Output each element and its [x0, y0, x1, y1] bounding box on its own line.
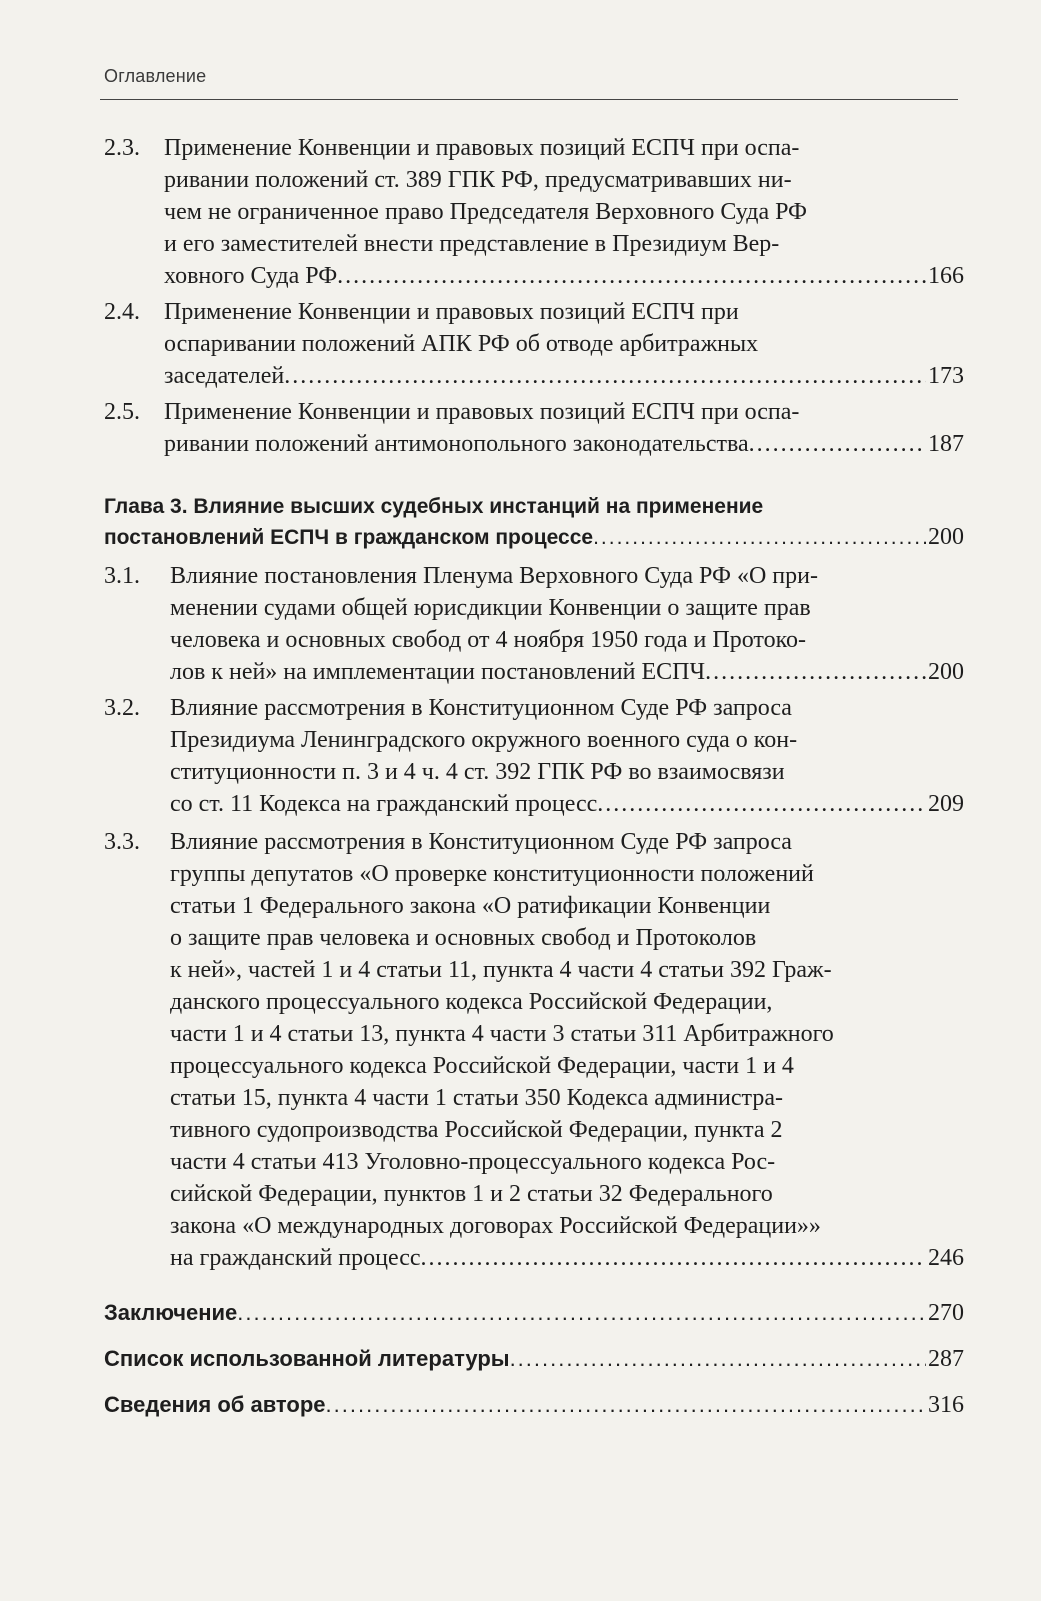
toc-entry-line: ховного Суда РФ	[164, 263, 338, 289]
toc-entry-line: статьи 15, пункта 4 части 1 статьи 350 Кодекса администра-	[170, 1085, 783, 1111]
toc-entry-last-line	[170, 656, 964, 688]
toc-entry-line: к ней», частей 1 и 4 статьи 11, пункта 4 части 4 статьи 392 Граж-	[170, 957, 832, 983]
toc-entry-number: 3.3.	[104, 829, 140, 855]
toc-entry-line: менении судами общей юрисдикции Конвенции о защите прав	[170, 595, 811, 621]
toc-entry-line: и его заместителей внести представление в Президиум Вер-	[164, 231, 780, 257]
toc-entry-line: человека и основных свобод от 4 ноября 1950 года и Протоко-	[170, 627, 807, 653]
toc-entry-line: части 4 статьи 413 Уголовно-процессуального кодекса Рос-	[170, 1149, 776, 1175]
toc-entry-line: статьи 1 Федерального закона «О ратификации Конвенции	[170, 893, 771, 919]
toc-entry-line: ституционности п. 3 и 4 ч. 4 ст. 392 ГПК РФ во взаимосвязи	[170, 759, 785, 785]
toc-entry-line: группы депутатов «О проверке конституционности положений	[170, 861, 814, 887]
page-number: 246	[928, 1245, 964, 1271]
back-matter-line	[104, 1344, 964, 1374]
toc-entry-line: части 1 и 4 статьи 13, пункта 4 части 3 статьи 311 Арбитражного	[170, 1021, 834, 1047]
toc-entry-line: сийской Федерации, пунктов 1 и 2 статьи 32 Федерального	[170, 1181, 773, 1207]
back-matter-line	[104, 1390, 964, 1420]
page-number: 287	[928, 1346, 964, 1372]
toc-entry-last-line	[164, 260, 964, 292]
toc-entry-2-3[interactable]	[164, 132, 964, 292]
chapter-title-line: постановлений ЕСПЧ в гражданском процессе	[104, 526, 594, 549]
page-number: 173	[928, 363, 964, 389]
toc-chapter-3[interactable]	[104, 492, 964, 552]
toc-entry-3-3[interactable]	[170, 826, 964, 1274]
toc-entry-last-line	[164, 428, 964, 460]
dot-leader	[326, 1390, 926, 1420]
dot-leader	[597, 788, 926, 820]
toc-entry-line: Применение Конвенции и правовых позиций ЕСПЧ при оспа-	[164, 399, 800, 425]
toc-entry-3-1[interactable]	[170, 560, 964, 688]
header-rule	[100, 99, 958, 100]
toc-conclusion[interactable]	[104, 1298, 964, 1328]
toc-entry-line: о защите прав человека и основных свобод и Протоколов	[170, 925, 757, 951]
toc-entry-line: Влияние постановления Пленума Верховного Суда РФ «О при-	[170, 563, 818, 589]
dot-leader	[510, 1344, 926, 1374]
page-number: 200	[928, 524, 964, 550]
page-number: 316	[928, 1392, 964, 1418]
toc-entry-line: Влияние рассмотрения в Конституционном Суде РФ запроса	[170, 695, 792, 721]
dot-leader	[421, 1242, 926, 1274]
toc-entry-line: Президиума Ленинградского окружного военного суда о кон-	[170, 727, 798, 753]
back-matter-title: Список использованной литературы	[104, 1346, 510, 1371]
toc-entry-line: закона «О международных договорах Российской Федерации»»	[170, 1213, 821, 1239]
page-number: 166	[928, 263, 964, 289]
dot-leader	[749, 428, 926, 460]
toc-entry-line: ривании положений ст. 389 ГПК РФ, предусматривавших ни-	[164, 167, 792, 193]
dot-leader	[284, 360, 926, 392]
toc-entry-number: 3.2.	[104, 695, 140, 721]
page-number: 200	[928, 659, 964, 685]
running-head: Оглавление	[104, 66, 207, 86]
toc-entry-2-4[interactable]	[164, 296, 964, 392]
chapter-title-line: Глава 3. Влияние высших судебных инстанций на применение	[104, 495, 764, 518]
toc-entry-line: Влияние рассмотрения в Конституционном Суде РФ запроса	[170, 829, 792, 855]
toc-entry-number: 3.1.	[104, 563, 140, 589]
toc-entry-last-line	[170, 1242, 964, 1274]
toc-entry-line: лов к ней» на имплементации постановлений ЕСПЧ	[170, 659, 706, 685]
page-number: 209	[928, 791, 964, 817]
toc-entry-line: тивного судопроизводства Российской Федерации, пункта 2	[170, 1117, 783, 1143]
toc-entry-line: заседателей	[164, 363, 285, 389]
toc-entry-line: ривании положений антимонопольного законодательства	[164, 431, 749, 457]
toc-entry-line: Применение Конвенции и правовых позиций ЕСПЧ при	[164, 299, 739, 325]
dot-leader	[593, 523, 926, 553]
toc-entry-line: процессуального кодекса Российской Федерации, части 1 и 4	[170, 1053, 794, 1079]
chapter-title-last-line	[104, 522, 964, 552]
back-matter-title: Заключение	[104, 1300, 238, 1325]
toc-entry-last-line	[170, 788, 964, 820]
toc-bibliography[interactable]	[104, 1344, 964, 1374]
toc-entry-line: оспаривании положений АПК РФ об отводе арбитражных	[164, 331, 759, 357]
toc-entry-line: со ст. 11 Кодекса на гражданский процесс	[170, 791, 598, 817]
toc-entry-number: 2.5.	[104, 399, 140, 425]
back-matter-line	[104, 1298, 964, 1328]
toc-entry-line: на гражданский процесс	[170, 1245, 421, 1271]
toc-entry-number: 2.3.	[104, 135, 140, 161]
toc-entry-line: Применение Конвенции и правовых позиций ЕСПЧ при оспа-	[164, 135, 800, 161]
page-number: 187	[928, 431, 964, 457]
dot-leader	[705, 656, 926, 688]
dot-leader	[237, 1298, 926, 1328]
toc-about-author[interactable]	[104, 1390, 964, 1420]
toc-entry-number: 2.4.	[104, 299, 140, 325]
toc-entry-line: чем не ограниченное право Председателя Верховного Суда РФ	[164, 199, 807, 225]
dot-leader	[337, 260, 926, 292]
toc-entry-last-line	[164, 360, 964, 392]
back-matter-title: Сведения об авторе	[104, 1392, 326, 1417]
toc-entry-line: данского процессуального кодекса Российской Федерации,	[170, 989, 773, 1015]
page-number: 270	[928, 1300, 964, 1326]
toc-entry-3-2[interactable]	[170, 692, 964, 820]
toc-entry-2-5[interactable]	[164, 396, 964, 460]
